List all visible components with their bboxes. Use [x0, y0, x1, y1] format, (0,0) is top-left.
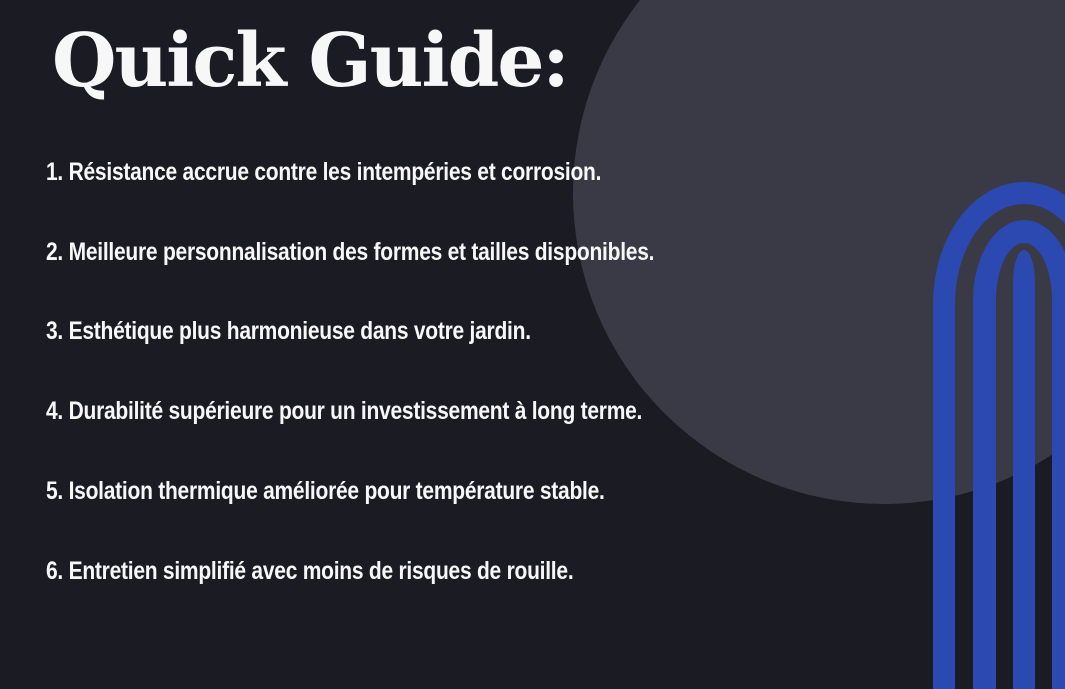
list-item: 5. Isolation thermique améliorée pour température stable. [46, 477, 605, 505]
list-item: 6. Entretien simplifié avec moins de risques de rouille. [46, 557, 574, 585]
list-item: 3. Esthétique plus harmonieuse dans votre jardin. [46, 317, 531, 345]
list-item: 4. Durabilité supérieure pour un investissement à long terme. [46, 397, 643, 425]
page-title: Quick Guide: [52, 18, 568, 104]
list-item: 2. Meilleure personnalisation des formes et tailles disponibles. [46, 238, 655, 266]
list-item: 1. Résistance accrue contre les intempéries et corrosion. [46, 158, 602, 186]
